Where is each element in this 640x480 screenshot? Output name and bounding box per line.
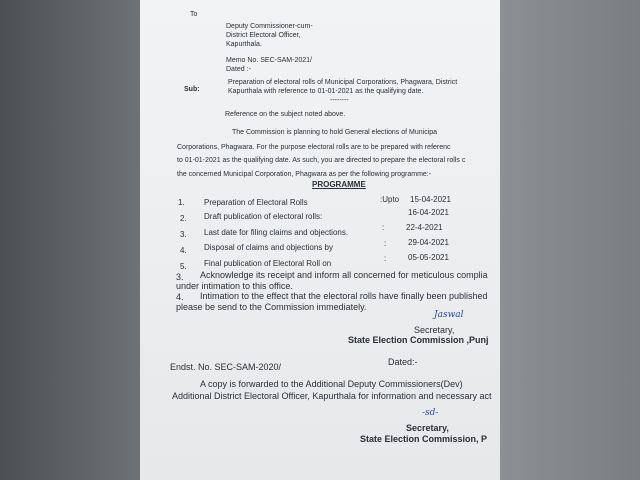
paragraph-line1: The Commission is planning to hold General elections of Municipa [232,129,438,136]
instruction3-line1: Acknowledge its receipt and inform all concerned for meticulous complia [200,270,488,280]
programme-item-number: 1. [178,198,185,207]
programme-item-date: 22-4-2021 [406,223,443,232]
signatory-org-2: State Election Commission, P [360,434,488,444]
instruction4-line2: please be send to the Commission immediately. [176,302,367,312]
memo-dated: Dated :- [226,66,251,73]
paragraph-line3: to 01-01-2021 as the qualifying date. As such, you are directed to prepare the electoral rolls c [177,157,466,164]
addressee-line1: Deputy Commissioner-cum- [226,23,313,30]
copy-line1: A copy is forwarded to the Additional Deputy Commissioners(Dev) [200,379,463,389]
programme-item-number: 4. [180,246,187,255]
subject-line2: Kapurthala with reference to 01-01-2021 as the qualifying date. [228,88,424,95]
endorsement-number: Endst. No. SEC-SAM-2020/ [170,362,282,372]
subject-line1: Preparation of electoral rolls of Municipal Corporations, Phagwara, District [228,79,458,86]
paragraph-line2: Corporations, Phagwara. For the purpose electoral rolls are to be prepared with referenc [177,144,451,151]
programme-item-separator: :Upto [380,195,400,204]
subject-label: Sub: [184,86,200,93]
programme-item-number: 3. [180,230,187,239]
programme-item-date: 29-04-2021 [408,238,449,247]
signature-mark-1: Jaswal [434,310,464,320]
instruction3-line2: under intimation to this office. [176,281,293,291]
paragraph-line4: the concerned Municipal Corporation, Phagwara as per the following programme:- [177,171,432,178]
reference-line: Reference on the subject noted above. [225,111,346,118]
memo-number: Memo No. SEC-SAM-2021/ [226,57,312,64]
signature-mark-2: -sd- [422,408,439,418]
programme-item-label: Last date for filing claims and objections. [204,228,349,237]
programme-title: PROGRAMME [312,180,366,189]
programme-item-number: 2. [180,214,187,223]
background-right [500,0,640,480]
signatory-org-1: State Election Commission ,Punj [348,335,489,345]
addressee-line2: District Electoral Officer, [226,32,301,39]
programme-item-separator: : [384,254,387,263]
programme-item-date: 16-04-2021 [408,208,449,217]
subject-separator: -------- [330,97,349,104]
instruction4-line1: Intimation to the effect that the electoral rolls have finally been published [200,291,488,301]
programme-item-label: Final publication of Electoral Roll on [204,259,332,268]
programme-item-label: Draft publication of electoral rolls: [204,212,323,221]
background-left [0,0,140,480]
copy-line2: Additional District Electoral Officer, Kapurthala for information and necessary act [172,391,492,401]
addressee-line3: Kapurthala. [226,41,262,48]
to-label: To [190,11,198,18]
programme-item-number: 5. [180,262,187,271]
signatory-title-2: Secretary, [406,423,449,433]
document-page [140,0,500,480]
programme-item-separator: : [382,223,385,232]
programme-item-date: 15-04-2021 [410,195,451,204]
instruction4-number: 4. [176,292,184,302]
programme-item-label: Preparation of Electoral Rolls [204,198,308,207]
signatory-title-1: Secretary, [414,325,455,335]
programme-item-label: Disposal of claims and objections by [204,243,333,252]
programme-item-separator: : [384,239,387,248]
programme-item-date: 05-05-2021 [408,253,449,262]
instruction3-number: 3. [176,272,184,282]
endorsement-dated: Dated:- [388,357,418,367]
